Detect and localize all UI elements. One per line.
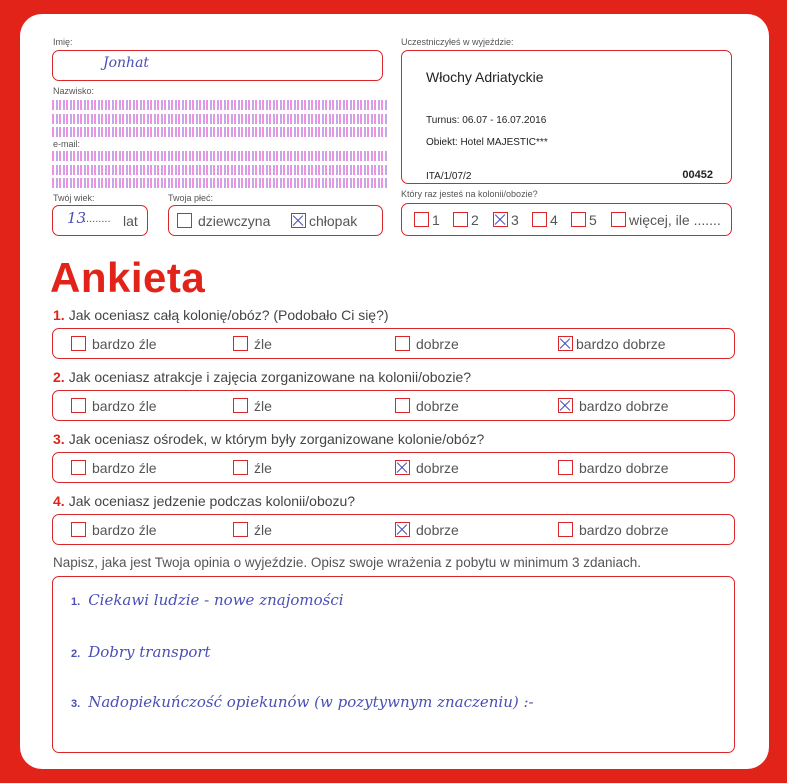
answer-checkbox[interactable]: [558, 336, 573, 351]
answer-checkbox[interactable]: [71, 336, 86, 351]
times-checkbox[interactable]: [453, 212, 468, 227]
question-4: [53, 493, 355, 509]
trip-box: [401, 50, 732, 184]
answer-label: bardzo dobrze: [579, 397, 669, 414]
opinion-line-text: Dobry transport: [88, 643, 211, 661]
answer-label: źle: [254, 335, 272, 352]
email-redacted-3: [52, 178, 388, 188]
times-option-label: 5: [589, 211, 597, 228]
answer-row-4: [52, 514, 735, 545]
q2-option-very-bad[interactable]: [71, 397, 157, 415]
answer-label: źle: [254, 397, 272, 414]
q1-option-very-good[interactable]: [558, 335, 666, 353]
trip-code: ITA/1/07/2: [426, 171, 472, 182]
survey-title: Ankieta: [50, 254, 206, 301]
opinion-prompt: Napisz, jaka jest Twoja opinia o wyjeździe. Opisz swoje wrażenia z pobytu w minimum 3 zdaniach.: [53, 555, 642, 570]
answer-checkbox[interactable]: [395, 522, 410, 537]
question-number: 1.: [53, 307, 65, 323]
question-text: Jak oceniasz całą kolonię/obóz? (Podobało Ci się?): [68, 307, 389, 323]
answer-checkbox[interactable]: [233, 398, 248, 413]
q2-option-good[interactable]: [395, 397, 459, 415]
trip-turnus: Turnus: 06.07 - 16.07.2016: [426, 115, 547, 126]
surname-label: Nazwisko:: [53, 86, 95, 96]
times-field: [401, 203, 732, 236]
times-option-label: więcej, ile .......: [629, 211, 721, 228]
times-option-5[interactable]: [571, 211, 597, 229]
gender-option-label: dziewczyna: [198, 212, 271, 229]
answer-checkbox[interactable]: [71, 398, 86, 413]
answer-checkbox[interactable]: [233, 336, 248, 351]
opinion-line-3: [71, 693, 534, 711]
times-option-3[interactable]: [493, 211, 519, 229]
age-unit: lat: [123, 213, 138, 229]
times-checkbox[interactable]: [414, 212, 429, 227]
answer-label: bardzo źle: [92, 397, 157, 414]
question-text: Jak oceniasz atrakcje i zajęcia zorganizowane na kolonii/obozie?: [68, 369, 472, 385]
question-text: Jak oceniasz ośrodek, w którym były zorganizowane kolonie/obóz?: [68, 431, 485, 447]
opinion-line-number: 2.: [71, 648, 81, 660]
trip-number: 00452: [682, 169, 713, 181]
surname-redacted-2: [52, 114, 388, 124]
name-value: Jonhat: [103, 55, 150, 71]
answer-checkbox[interactable]: [558, 522, 573, 537]
answer-label: dobrze: [416, 521, 459, 538]
times-checkbox[interactable]: [611, 212, 626, 227]
question-1: [53, 307, 389, 323]
email-redacted: [52, 151, 388, 161]
trip-obiekt: Obiekt: Hotel MAJESTIC***: [426, 137, 548, 148]
age-dots: .........: [83, 213, 111, 225]
times-option-more[interactable]: [611, 211, 721, 229]
gender-checkbox-boy[interactable]: [291, 213, 306, 228]
answer-checkbox[interactable]: [395, 460, 410, 475]
opinion-line-1: [71, 591, 344, 609]
q4-option-very-good[interactable]: [558, 521, 669, 539]
answer-label: bardzo źle: [92, 335, 157, 352]
trip-label: Uczestniczyłeś w wyjeździe:: [401, 37, 514, 47]
age-value: 13: [67, 209, 87, 227]
gender-label: Twoja płeć:: [168, 193, 214, 203]
answer-row-1: [52, 328, 735, 359]
answer-row-2: [52, 390, 735, 421]
email-redacted-2: [52, 165, 388, 175]
answer-label: bardzo dobrze: [579, 521, 669, 538]
question-3: [53, 431, 484, 447]
q2-option-bad[interactable]: [233, 397, 272, 415]
times-checkbox[interactable]: [493, 212, 508, 227]
q4-option-good[interactable]: [395, 521, 459, 539]
question-number: 2.: [53, 369, 65, 385]
q1-option-bad[interactable]: [233, 335, 272, 353]
question-number: 4.: [53, 493, 65, 509]
gender-option-boy[interactable]: [291, 212, 357, 230]
opinion-line-text: Nadopiekuńczość opiekunów (w pozytywnym znaczeniu) :-: [88, 693, 534, 711]
times-checkbox[interactable]: [532, 212, 547, 227]
answer-label: źle: [254, 521, 272, 538]
question-text: Jak oceniasz jedzenie podczas kolonii/obozu?: [68, 493, 356, 509]
times-option-label: 1: [432, 211, 440, 228]
times-checkbox[interactable]: [571, 212, 586, 227]
answer-label: źle: [254, 459, 272, 476]
q3-option-very-good[interactable]: [558, 459, 669, 477]
question-2: [53, 369, 471, 385]
answer-checkbox[interactable]: [71, 522, 86, 537]
answer-label: bardzo dobrze: [576, 335, 666, 352]
q2-option-very-good[interactable]: [558, 397, 669, 415]
answer-checkbox[interactable]: [233, 460, 248, 475]
gender-option-girl[interactable]: [177, 212, 270, 230]
name-label: Imię:: [53, 37, 73, 47]
gender-option-label: chłopak: [309, 212, 358, 229]
q3-option-very-bad[interactable]: [71, 459, 157, 477]
times-option-label: 2: [471, 211, 479, 228]
opinion-box[interactable]: [52, 576, 735, 753]
times-label: Który raz jesteś na kolonii/obozie?: [401, 189, 538, 199]
answer-label: dobrze: [416, 397, 459, 414]
answer-checkbox[interactable]: [71, 460, 86, 475]
answer-checkbox[interactable]: [395, 398, 410, 413]
opinion-line-number: 1.: [71, 596, 81, 608]
age-field[interactable]: [52, 205, 148, 236]
times-option-label: 3: [511, 211, 519, 228]
answer-label: bardzo dobrze: [579, 459, 669, 476]
answer-label: bardzo źle: [92, 521, 157, 538]
times-option-label: 4: [550, 211, 558, 228]
answer-label: dobrze: [416, 335, 459, 352]
answer-checkbox[interactable]: [558, 460, 573, 475]
q1-option-good[interactable]: [395, 335, 459, 353]
q3-option-bad[interactable]: [233, 459, 272, 477]
q3-option-good[interactable]: [395, 459, 459, 477]
answer-checkbox[interactable]: [233, 522, 248, 537]
email-label: e-mail:: [53, 139, 81, 149]
trip-destination: Włochy Adriatyckie: [426, 69, 544, 85]
question-number: 3.: [53, 431, 65, 447]
times-option-1[interactable]: [414, 211, 440, 229]
name-field[interactable]: [52, 50, 383, 81]
gender-field: [168, 205, 383, 236]
surname-redacted-3: [52, 127, 388, 137]
answer-checkbox[interactable]: [558, 398, 573, 413]
surname-redacted: [52, 100, 388, 110]
q1-option-very-bad[interactable]: [71, 335, 157, 353]
q4-option-very-bad[interactable]: [71, 521, 157, 539]
opinion-line-text: Ciekawi ludzie - nowe znajomości: [88, 591, 344, 609]
answer-label: bardzo źle: [92, 459, 157, 476]
opinion-line-number: 3.: [71, 698, 81, 710]
times-option-2[interactable]: [453, 211, 479, 229]
survey-sheet: [20, 14, 769, 769]
gender-checkbox-girl[interactable]: [177, 213, 192, 228]
q4-option-bad[interactable]: [233, 521, 272, 539]
age-label: Twój wiek:: [53, 193, 95, 203]
opinion-line-2: [71, 643, 211, 661]
answer-checkbox[interactable]: [395, 336, 410, 351]
answer-label: dobrze: [416, 459, 459, 476]
times-option-4[interactable]: [532, 211, 558, 229]
answer-row-3: [52, 452, 735, 483]
